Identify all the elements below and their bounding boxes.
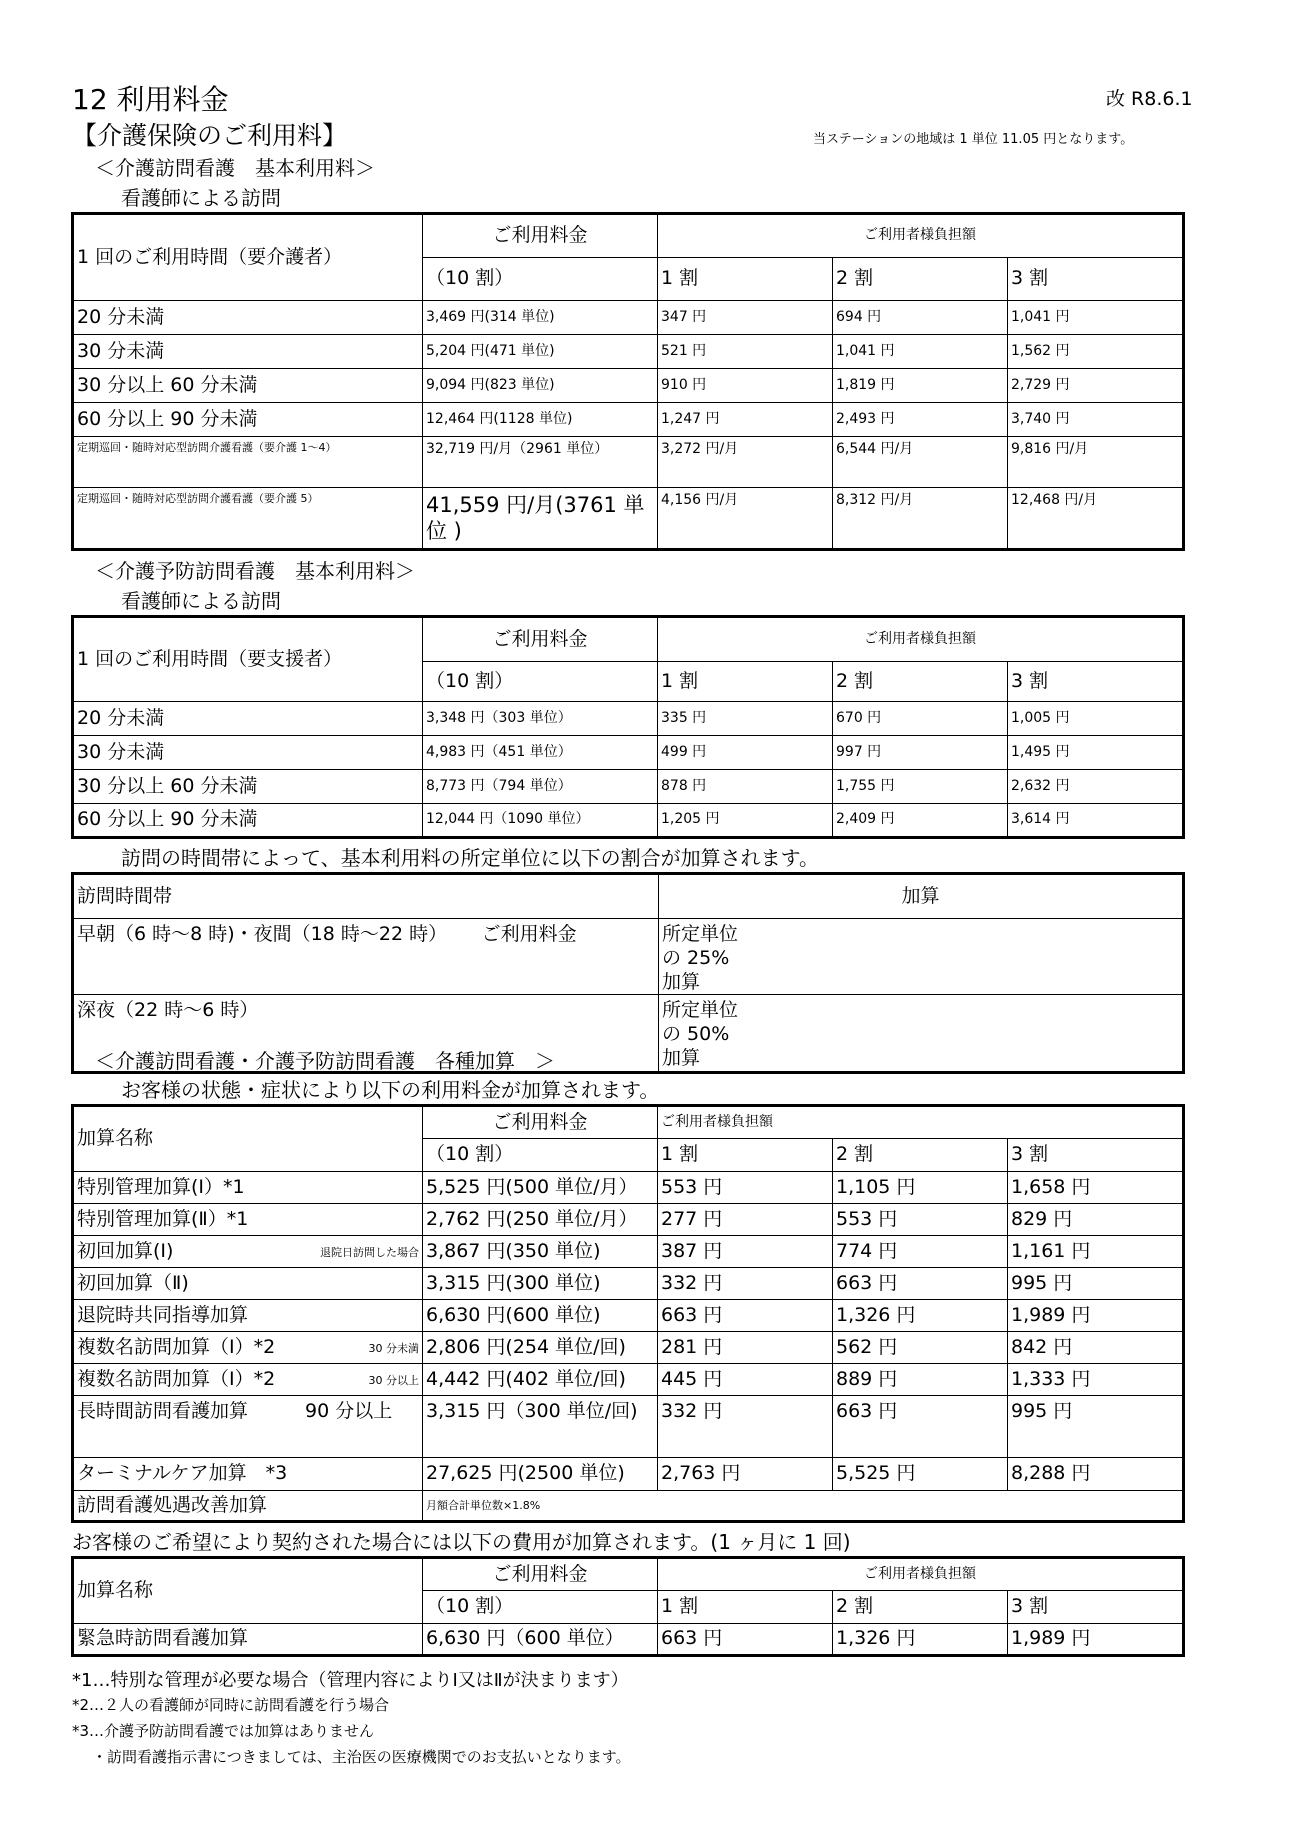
row-r3: 9,816 円/月 (1008, 437, 1184, 488)
row-r2: 663 円 (833, 1396, 1008, 1458)
row-fee: 3,469 円(314 単位) (423, 301, 658, 335)
row-band: 深夜（22 時～6 時） (73, 995, 659, 1072)
col-fee-sub: （10 割） (423, 258, 658, 301)
col-3-header: 3 割 (1008, 1591, 1184, 1624)
row-label: 特別管理加算(Ⅱ）*1 (73, 1204, 423, 1236)
col-3-header: 3 割 (1008, 1139, 1184, 1172)
row-fee: 3,315 円（300 単位/回) (423, 1396, 658, 1458)
time-band-intro: 訪問の時間帯によって、基本利用料の所定単位に以下の割合が加算されます。 (121, 846, 819, 870)
row-r1: 521 円 (658, 335, 833, 369)
row-fee: 2,806 円(254 単位/回) (423, 1332, 658, 1364)
col-2-header: 2 割 (833, 1591, 1008, 1624)
row-r1: 663 円 (658, 1624, 833, 1656)
row-label: 定期巡回・随時対応型訪問介護看護（要介護 5） (73, 488, 423, 550)
table-row (73, 1396, 1184, 1458)
emergency-intro: お客様のご希望により契約された場合には以下の費用が加算されます。(1 ヶ月に 1 回) (72, 1530, 851, 1554)
row-fee: 5,525 円(500 単位/月） (423, 1172, 658, 1204)
table-row (73, 1458, 1184, 1491)
row-r3: 2,632 円 (1008, 770, 1184, 804)
col-name-header: 加算名称 (73, 1106, 423, 1172)
row-r2: 6,544 円/月 (833, 437, 1008, 488)
row-fee: 12,044 円（1090 単位） (423, 804, 658, 838)
row-label: 初回加算（Ⅱ) (73, 1268, 423, 1300)
row-r3: 1,989 円 (1008, 1300, 1184, 1332)
row-fee: 2,762 円(250 単位/月） (423, 1204, 658, 1236)
table-row (73, 1300, 1184, 1332)
row-r1: 553 円 (658, 1172, 833, 1204)
prevent-nursing-heading: ＜介護予防訪問看護 基本利用料＞ (95, 559, 415, 583)
col-fee-sub: （10 割） (423, 662, 658, 702)
col-fee-sub: （10 割） (423, 1139, 658, 1172)
row-r3: 1,562 円 (1008, 335, 1184, 369)
row-fee: 9,094 円(823 単位) (423, 369, 658, 403)
row-label: 特別管理加算(Ⅰ）*1 (73, 1172, 423, 1204)
table-row (73, 919, 1184, 995)
row-r2: 694 円 (833, 301, 1008, 335)
row-r2: 5,525 円 (833, 1458, 1008, 1491)
row-r1: 2,763 円 (658, 1458, 833, 1491)
footnote-4: ・訪問看護指示書につきましては、主治医の医療機関でのお支払いとなります。 (92, 1748, 631, 1766)
row-fee: 27,625 円(2500 単位) (423, 1458, 658, 1491)
row-r3: 842 円 (1008, 1332, 1184, 1364)
row-r2: 663 円 (833, 1268, 1008, 1300)
row-label: 初回加算(Ⅰ) 退院日訪問した場合 (73, 1236, 423, 1268)
col-3-header: 3 割 (1008, 662, 1184, 702)
table-row (73, 301, 1184, 335)
col-time-header: 1 回のご利用時間（要支援者） (73, 617, 423, 702)
emergency-table (71, 1556, 1185, 1657)
row-r3: 3,614 円 (1008, 804, 1184, 838)
row-r1: 332 円 (658, 1396, 833, 1458)
table-row (73, 1236, 1184, 1268)
row-fee: 8,773 円（794 単位） (423, 770, 658, 804)
row-r2: 774 円 (833, 1236, 1008, 1268)
row-fee: 12,464 円(1128 単位) (423, 403, 658, 437)
row-fee: 3,867 円(350 単位) (423, 1236, 658, 1268)
row-label: 複数名訪問加算（Ⅰ）*2 30 分以上 (73, 1364, 423, 1396)
row-label: 退院時共同指導加算 (73, 1300, 423, 1332)
row-r1: 663 円 (658, 1300, 833, 1332)
row-r3: 1,161 円 (1008, 1236, 1184, 1268)
row-label: 60 分以上 90 分未満 (73, 403, 423, 437)
col-fee-sub: （10 割） (423, 1591, 658, 1624)
row-r1: 1,205 円 (658, 804, 833, 838)
table-row (73, 335, 1184, 369)
table-row (73, 770, 1184, 804)
visit-nursing-heading: ＜介護訪問看護 基本利用料＞ (95, 156, 375, 180)
row-r3: 1,041 円 (1008, 301, 1184, 335)
row-fee: 41,559 円/月(3761 単位 ) (423, 488, 658, 550)
row-fee: 6,630 円(600 単位) (423, 1300, 658, 1332)
col-fee-header: ご利用料金 (423, 617, 658, 662)
row-r2: 670 円 (833, 702, 1008, 736)
row-label: 20 分未満 (73, 702, 423, 736)
row-r3: 995 円 (1008, 1268, 1184, 1300)
row-fee: 32,719 円/月（2961 単位） (423, 437, 658, 488)
table-row (73, 403, 1184, 437)
row-fee: 6,630 円（600 単位） (423, 1624, 658, 1656)
row-fee: 月額合計単位数×1.8% (423, 1491, 1184, 1522)
table-row (73, 1204, 1184, 1236)
row-r1: 332 円 (658, 1268, 833, 1300)
additions-heading: ＜介護訪問看護・介護予防訪問看護 各種加算 ＞ (95, 1049, 555, 1073)
row-r1: 335 円 (658, 702, 833, 736)
table-row (73, 1364, 1184, 1396)
row-r3: 3,740 円 (1008, 403, 1184, 437)
section-title: 【介護保険のご利用料】 (72, 121, 348, 150)
row-r2: 2,493 円 (833, 403, 1008, 437)
footnote-2: *2…２人の看護師が同時に訪問看護を行う場合 (72, 1696, 390, 1714)
prevent-nursing-table (71, 615, 1185, 839)
row-r3: 1,005 円 (1008, 702, 1184, 736)
row-r1: 347 円 (658, 301, 833, 335)
col-2-header: 2 割 (833, 662, 1008, 702)
col-add-header: 加算 (659, 874, 1184, 919)
row-r2: 1,326 円 (833, 1300, 1008, 1332)
row-label: 定期巡回・随時対応型訪問介護看護（要介護 1～4） (73, 437, 423, 488)
row-label: 30 分以上 60 分未満 (73, 770, 423, 804)
table-row (73, 488, 1184, 550)
row-r2: 1,326 円 (833, 1624, 1008, 1656)
row-r1: 445 円 (658, 1364, 833, 1396)
revision-label: 改 R8.6.1 (1106, 88, 1193, 110)
row-r1: 910 円 (658, 369, 833, 403)
row-label: 30 分以上 60 分未満 (73, 369, 423, 403)
row-label: 60 分以上 90 分未満 (73, 804, 423, 838)
col-1-header: 1 割 (658, 662, 833, 702)
footnote-1: *1…特別な管理が必要な場合（管理内容によりⅠ又はⅡが決まります） (72, 1670, 629, 1691)
col-time-header: 1 回のご利用時間（要介護者） (73, 214, 423, 301)
additions-intro: お客様の状態・症状により以下の利用料金が加算されます。 (121, 1078, 660, 1102)
table-row (73, 1332, 1184, 1364)
row-fee: 5,204 円(471 単位) (423, 335, 658, 369)
table-row (73, 736, 1184, 770)
col-2-header: 2 割 (833, 1139, 1008, 1172)
row-r2: 1,105 円 (833, 1172, 1008, 1204)
col-2-header: 2 割 (833, 258, 1008, 301)
table-row (73, 1268, 1184, 1300)
row-r1: 499 円 (658, 736, 833, 770)
col-burden-header: ご利用者様負担額 (658, 1558, 1184, 1591)
row-r2: 562 円 (833, 1332, 1008, 1364)
row-r1: 281 円 (658, 1332, 833, 1364)
row-label: 20 分未満 (73, 301, 423, 335)
col-fee-header: ご利用料金 (423, 214, 658, 258)
additions-table (71, 1104, 1185, 1523)
visit-nursing-table (71, 212, 1185, 551)
row-fee: 4,983 円（451 単位） (423, 736, 658, 770)
col-fee-header: ご利用料金 (423, 1558, 658, 1591)
col-band-header: 訪問時間帯 (73, 874, 659, 919)
col-1-header: 1 割 (658, 258, 833, 301)
row-r3: 995 円 (1008, 1396, 1184, 1458)
table-row (73, 804, 1184, 838)
row-r1: 878 円 (658, 770, 833, 804)
row-r1: 1,247 円 (658, 403, 833, 437)
col-3-header: 3 割 (1008, 258, 1184, 301)
row-band: 早朝（6 時～8 時)・夜間（18 時～22 時） ご利用料金 (73, 919, 659, 995)
col-name-header: 加算名称 (73, 1558, 423, 1624)
table-row (73, 369, 1184, 403)
row-label: 30 分未満 (73, 736, 423, 770)
row-label: 30 分未満 (73, 335, 423, 369)
row-add: 所定単位の 50%加算 (659, 995, 1184, 1072)
row-r3: 8,288 円 (1008, 1458, 1184, 1491)
row-label: 複数名訪問加算（Ⅰ）*2 30 分未満 (73, 1332, 423, 1364)
table-row (73, 1624, 1184, 1656)
table-row (73, 702, 1184, 736)
col-fee-header: ご利用料金 (423, 1106, 658, 1139)
row-r3: 829 円 (1008, 1204, 1184, 1236)
row-r2: 997 円 (833, 736, 1008, 770)
col-1-header: 1 割 (658, 1139, 833, 1172)
row-r3: 12,468 円/月 (1008, 488, 1184, 550)
table-row (73, 1172, 1184, 1204)
row-label: 緊急時訪問看護加算 (73, 1624, 423, 1656)
row-fee: 4,442 円(402 単位/回) (423, 1364, 658, 1396)
row-fee: 3,315 円(300 単位) (423, 1268, 658, 1300)
row-label: ターミナルケア加算 *3 (73, 1458, 423, 1491)
row-r3: 1,495 円 (1008, 736, 1184, 770)
row-r1: 277 円 (658, 1204, 833, 1236)
row-r2: 8,312 円/月 (833, 488, 1008, 550)
row-r3: 1,333 円 (1008, 1364, 1184, 1396)
row-r3: 2,729 円 (1008, 369, 1184, 403)
row-add: 所定単位の 25%加算 (659, 919, 1184, 995)
row-r2: 889 円 (833, 1364, 1008, 1396)
visit-nursing-subheading: 看護師による訪問 (121, 186, 281, 210)
col-1-header: 1 割 (658, 1591, 833, 1624)
table-row (73, 437, 1184, 488)
page-title: 12 利用料金 (72, 83, 229, 116)
col-burden-header: ご利用者様負担額 (658, 1106, 1184, 1139)
col-burden-header: ご利用者様負担額 (658, 214, 1184, 258)
row-r3: 1,658 円 (1008, 1172, 1184, 1204)
row-r2: 1,755 円 (833, 770, 1008, 804)
row-r2: 1,819 円 (833, 369, 1008, 403)
table-row (73, 1491, 1184, 1522)
row-r2: 1,041 円 (833, 335, 1008, 369)
row-label: 訪問看護処遇改善加算 (73, 1491, 423, 1522)
prevent-nursing-subheading: 看護師による訪問 (121, 589, 281, 613)
col-burden-header: ご利用者様負担額 (658, 617, 1184, 662)
row-fee: 3,348 円（303 単位） (423, 702, 658, 736)
time-band-table (71, 872, 1185, 1074)
row-r1: 387 円 (658, 1236, 833, 1268)
row-r1: 3,272 円/月 (658, 437, 833, 488)
row-label: 長時間訪問看護加算 90 分以上 (73, 1396, 423, 1458)
footnote-3: *3…介護予防訪問看護では加算はありません (72, 1722, 375, 1740)
row-r2: 2,409 円 (833, 804, 1008, 838)
region-note: 当ステーションの地域は 1 単位 11.05 円となります。 (813, 132, 1134, 147)
row-r3: 1,989 円 (1008, 1624, 1184, 1656)
row-r2: 553 円 (833, 1204, 1008, 1236)
row-r1: 4,156 円/月 (658, 488, 833, 550)
